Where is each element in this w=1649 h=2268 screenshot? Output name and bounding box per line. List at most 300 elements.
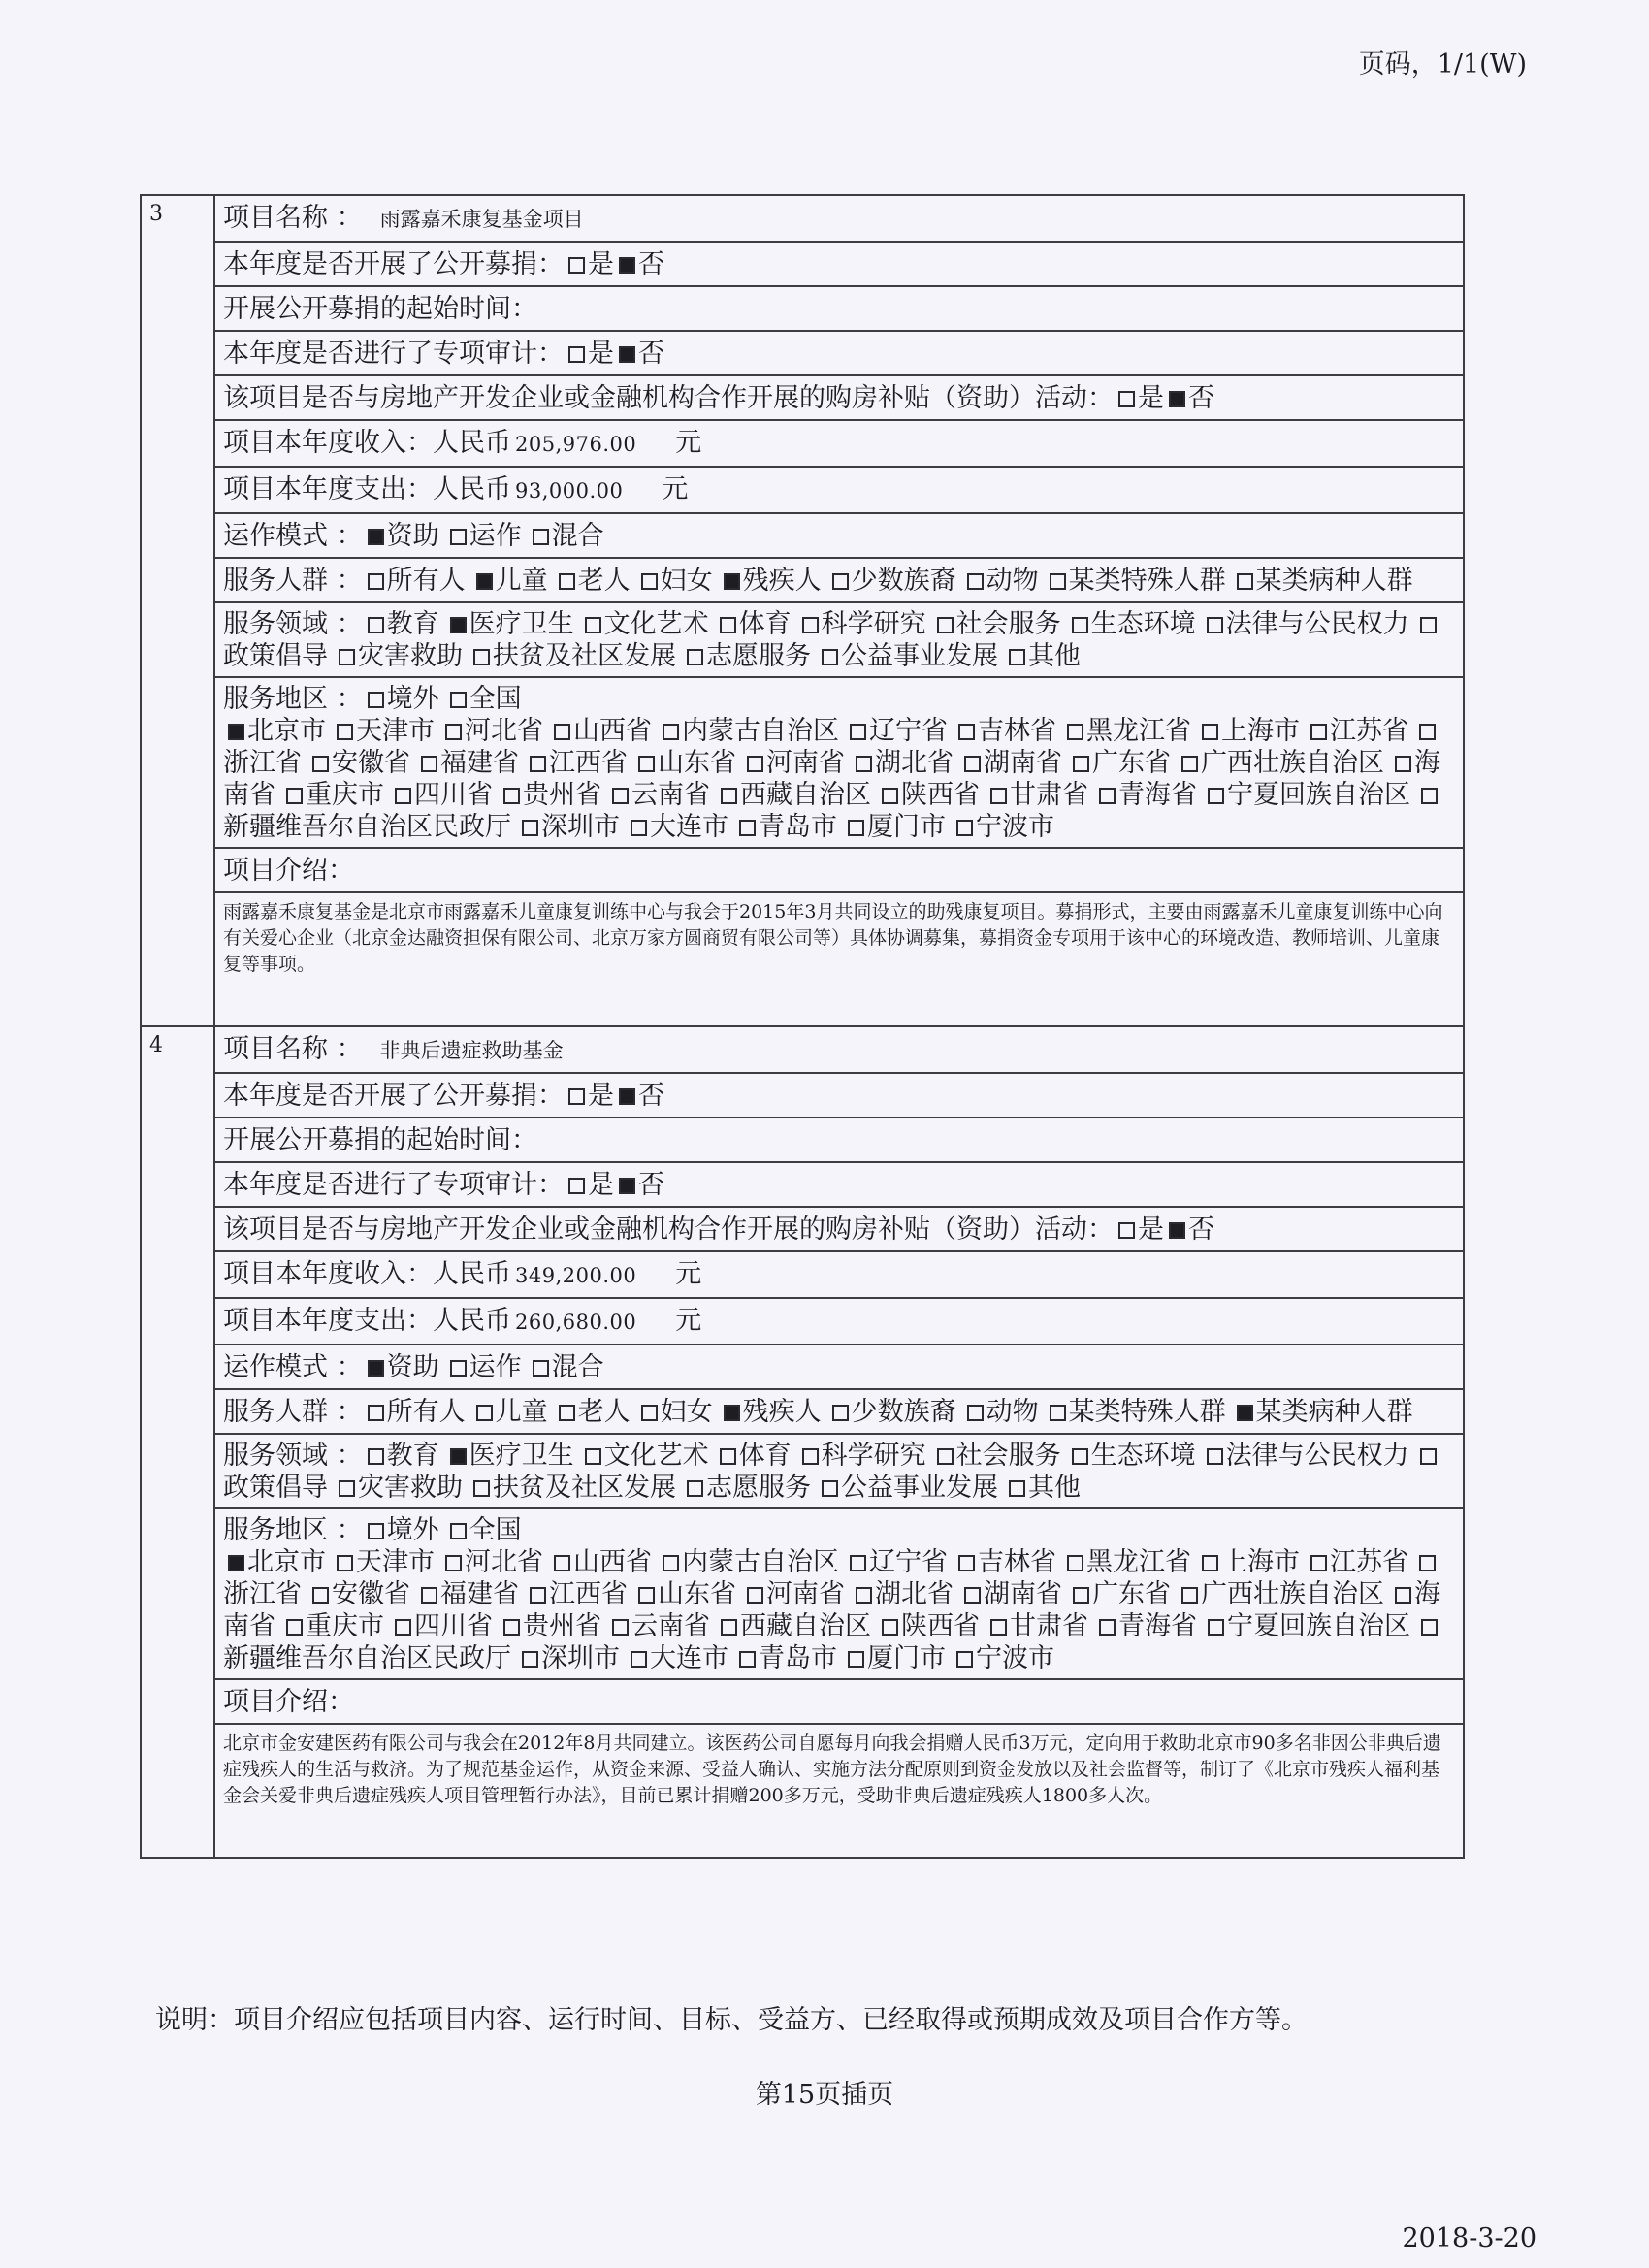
service-group-row [141, 558, 1464, 602]
service-area-region-option-checkbox[interactable] [856, 1587, 872, 1604]
service-area-region-option-label: 重庆市 [306, 1611, 384, 1641]
income-cell [214, 1251, 1464, 1298]
income-row [141, 420, 1464, 467]
service-field-option-checkbox[interactable] [802, 1448, 819, 1465]
public-fundraising-yes-label: 是 [588, 249, 614, 279]
service-group-option [554, 566, 630, 596]
service-group-option-label: 某类病种人群 [1255, 1397, 1413, 1427]
fundraising-start-row [141, 1118, 1464, 1162]
service-area-region-option [633, 748, 736, 778]
service-group-option [719, 1397, 822, 1427]
service-group-option-checkbox[interactable] [967, 1405, 984, 1421]
service-area-region-option-label: 陕西省 [901, 1611, 980, 1641]
service-area-region-option-checkbox[interactable] [964, 756, 981, 772]
service-area-region-option-checkbox[interactable] [848, 820, 864, 836]
service-area-region-option-label: 吉林省 [978, 716, 1056, 746]
service-group-option-checkbox[interactable] [1050, 573, 1066, 590]
public-fundraising-row [141, 1073, 1464, 1118]
service-area-region-option-checkbox[interactable] [312, 756, 329, 772]
service-field-option-checkbox[interactable] [1072, 617, 1088, 633]
service-area-region-option-checked-checkbox[interactable] [228, 724, 244, 740]
service-group-cell [214, 1389, 1464, 1434]
special-audit-yes-label: 是 [588, 339, 614, 369]
special-audit-label: 本年度是否进行了专项审计： [223, 1170, 564, 1200]
service-area-region-option-checkbox[interactable] [522, 820, 538, 836]
service-area-region-option-checkbox[interactable] [882, 788, 898, 804]
project-form-table [140, 194, 1465, 1859]
service-group-option-checkbox[interactable] [1050, 1405, 1066, 1421]
service-field-option [1202, 609, 1409, 639]
service-group-option-checked-checkbox[interactable] [724, 573, 740, 590]
service-area-region-option-checkbox[interactable] [554, 724, 570, 740]
service-area-scope-option-checkbox[interactable] [450, 692, 467, 708]
project-name-label: 项目名称 ： [223, 203, 363, 233]
service-area-region-option-checkbox[interactable] [1310, 724, 1327, 740]
service-area-region-option [1177, 1579, 1384, 1609]
special-audit-cell [214, 1162, 1464, 1207]
public-fundraising-no-checked-checkbox[interactable] [619, 257, 635, 274]
operation-mode-option-label: 运作 [469, 521, 522, 551]
operation-mode-option-label: 混合 [551, 1352, 604, 1382]
service-group-option-checkbox[interactable] [832, 1405, 849, 1421]
service-area-region-option [1068, 748, 1171, 778]
service-field-option-checkbox[interactable] [1207, 617, 1223, 633]
service-area-region-option-checkbox[interactable] [1073, 756, 1089, 772]
service-area-region-option-checkbox[interactable] [1208, 788, 1224, 804]
service-area-region-option-checkbox[interactable] [721, 1619, 737, 1636]
service-area-region-option-checkbox[interactable] [530, 1587, 546, 1604]
service-area-region-option-label: 厦门市 [867, 1643, 946, 1673]
housing-subsidy-no-label: 否 [1188, 1215, 1214, 1245]
expense-row [141, 1298, 1464, 1345]
intro-title-cell [214, 848, 1464, 892]
housing-subsidy-no-checked-checkbox[interactable] [1169, 1222, 1185, 1239]
service-field-option-checkbox[interactable] [585, 1448, 601, 1465]
operation-mode-option-checkbox[interactable] [533, 529, 549, 545]
service-area-region-option [742, 748, 845, 778]
public-fundraising-no-label: 否 [638, 1081, 664, 1111]
service-area-region-option-label: 湖南省 [984, 1579, 1062, 1609]
operation-mode-option-checkbox[interactable] [450, 1360, 467, 1377]
service-area-region-option-checkbox[interactable] [503, 1619, 520, 1636]
service-area-region-option-checkbox[interactable] [522, 1651, 538, 1668]
service-field-option-checked-checkbox[interactable] [450, 617, 467, 633]
service-area-region-option-checkbox[interactable] [395, 788, 411, 804]
fundraising-start-cell [214, 286, 1464, 331]
service-area-region-option-checkbox[interactable] [990, 788, 1007, 804]
service-field-option-checkbox[interactable] [937, 617, 954, 633]
service-field-option-checkbox[interactable] [1009, 1480, 1025, 1497]
service-area-region-option-checkbox[interactable] [1181, 756, 1198, 772]
service-area-region-option-checkbox[interactable] [421, 1587, 437, 1604]
service-area-region-option-label: 青岛市 [759, 812, 837, 842]
service-area-region-option-label: 河北省 [465, 716, 543, 746]
service-field-option [1004, 641, 1081, 671]
service-field-label: 服务领域 ： [223, 1441, 363, 1471]
operation-mode-label: 运作模式 ： [223, 521, 363, 551]
service-area-region-option-label: 黑龙江省 [1086, 1547, 1191, 1577]
footer-note: 说明：项目介绍应包括项目内容、运行时间、目标、受益方、已经取得或预期成效及项目合作方等。 [155, 2005, 1308, 2035]
service-area-region-option-checkbox[interactable] [848, 1651, 864, 1668]
service-area-region-option-checkbox[interactable] [1395, 756, 1411, 772]
service-field-option-label: 灾害救助 [358, 641, 463, 671]
service-area-region-option-label: 四川省 [414, 780, 493, 810]
service-field-option-checkbox[interactable] [937, 1448, 954, 1465]
service-field-option-label: 法律与公民权力 [1225, 1441, 1409, 1471]
service-area-region-option-checkbox[interactable] [958, 1555, 975, 1571]
service-group-option [363, 1397, 466, 1427]
service-area-region-option-checkbox[interactable] [663, 724, 679, 740]
service-area-region-option [843, 1643, 946, 1673]
service-field-option-checkbox[interactable] [368, 617, 384, 633]
service-group-option-label: 动物 [986, 566, 1039, 596]
service-area-region-option-label: 云南省 [631, 780, 710, 810]
service-area-region-option-label: 青海省 [1118, 1611, 1197, 1641]
service-field-option-checkbox[interactable] [687, 1480, 703, 1497]
expense-label: 项目本年度支出：人民币 [223, 1306, 511, 1336]
service-area-region-option-label: 宁波市 [976, 812, 1054, 842]
service-group-option-checkbox[interactable] [641, 1405, 658, 1421]
housing-subsidy-cell [214, 1207, 1464, 1251]
housing-subsidy-yes-label: 是 [1138, 383, 1164, 413]
service-area-region-option-checkbox[interactable] [739, 820, 756, 836]
public-fundraising-cell [214, 242, 1464, 286]
service-area-region-option-checkbox[interactable] [1099, 788, 1116, 804]
service-area-scope-option-label: 境外 [386, 1515, 439, 1545]
service-area-scope-option-checkbox[interactable] [368, 692, 384, 708]
operation-mode-option-checked-checkbox[interactable] [368, 1360, 384, 1377]
project-name-label: 项目名称 ： [223, 1034, 363, 1064]
service-field-option-checkbox[interactable] [1072, 1448, 1088, 1465]
service-area-region-option-label: 广东省 [1092, 748, 1171, 778]
service-area-region-option-checkbox[interactable] [1208, 1619, 1224, 1636]
service-group-option-label: 某类特殊人群 [1068, 1397, 1226, 1427]
service-area-region-option-checkbox[interactable] [612, 788, 629, 804]
service-area-region-option [1068, 1579, 1171, 1609]
service-field-option-checked-checkbox[interactable] [450, 1448, 467, 1465]
service-area-region-option-checkbox[interactable] [721, 788, 737, 804]
page-number: 页码，1/1(W) [1358, 49, 1527, 80]
service-group-option-label: 妇女 [660, 1397, 713, 1427]
service-area-cell [214, 677, 1464, 848]
expense-cell [214, 467, 1464, 513]
operation-mode-option [363, 521, 439, 551]
service-field-option-checkbox[interactable] [1420, 1448, 1437, 1465]
service-area-region-option [390, 1611, 493, 1641]
service-area-region-option-checkbox[interactable] [421, 756, 437, 772]
service-area-region-option-checkbox[interactable] [1181, 1587, 1198, 1604]
service-field-option-checkbox[interactable] [822, 1480, 838, 1497]
service-field-option-label: 文化艺术 [603, 1441, 709, 1471]
service-field-option-checkbox[interactable] [822, 649, 838, 665]
public-fundraising-yes-checkbox[interactable] [568, 257, 585, 274]
service-field-option-label: 生态环境 [1090, 609, 1196, 639]
service-area-region-option [1197, 716, 1300, 746]
service-area-region-option-label: 北京市 [247, 1547, 326, 1577]
service-area-region-option-checkbox[interactable] [1067, 724, 1083, 740]
service-area-region-option-checkbox[interactable] [337, 1555, 353, 1571]
public-fundraising-yes-checkbox[interactable] [568, 1088, 585, 1105]
service-area-region-option-checkbox[interactable] [638, 1587, 655, 1604]
service-group-option [554, 1397, 630, 1427]
service-area-region-option-checkbox[interactable] [312, 1587, 329, 1604]
service-area-region-option-checkbox[interactable] [612, 1619, 629, 1636]
service-area-region-option-checkbox[interactable] [503, 788, 520, 804]
service-area-region-option [1177, 748, 1384, 778]
special-audit-yes-checkbox[interactable] [568, 346, 585, 363]
service-group-option-label: 某类特殊人群 [1068, 566, 1226, 596]
service-group-option-checkbox[interactable] [967, 573, 984, 590]
service-area-region-option-label: 上海市 [1221, 1547, 1300, 1577]
public-fundraising-yes-label: 是 [588, 1081, 614, 1111]
service-area-region-option-checkbox[interactable] [1419, 1555, 1436, 1571]
service-area-region-option-label: 青岛市 [759, 1643, 837, 1673]
service-group-option-checkbox[interactable] [1237, 573, 1253, 590]
service-field-option [445, 609, 574, 639]
service-area-region-option-checkbox[interactable] [1421, 788, 1438, 804]
service-group-option-label: 老人 [577, 566, 630, 596]
service-field-option-checkbox[interactable] [473, 649, 490, 665]
service-area-region-option-checkbox[interactable] [630, 820, 647, 836]
service-area-region-option [877, 1611, 980, 1641]
service-field-option-label: 科学研究 [821, 609, 926, 639]
service-area-region-option [1062, 1547, 1191, 1577]
public-fundraising-no-checked-checkbox[interactable] [619, 1088, 635, 1105]
service-area-region-option-checkbox[interactable] [1395, 1587, 1411, 1604]
service-field-option [469, 641, 676, 671]
service-area-region-option-checkbox[interactable] [956, 820, 973, 836]
service-area-region-option-checkbox[interactable] [1202, 724, 1218, 740]
public-fundraising-cell [214, 1073, 1464, 1118]
service-area-region-option [986, 1611, 1088, 1641]
service-group-option-checked-checkbox[interactable] [724, 1405, 740, 1421]
intro-label: 项目介绍： [223, 856, 354, 886]
housing-subsidy-no-checked-checkbox[interactable] [1169, 391, 1185, 407]
service-field-option-label: 社会服务 [955, 609, 1061, 639]
service-area-region-option [332, 1547, 435, 1577]
service-area-region-option-checkbox[interactable] [1073, 1587, 1089, 1604]
service-area-region-option [525, 1579, 628, 1609]
income-value: 205,976.00 [515, 433, 637, 456]
service-area-region-option-checkbox[interactable] [850, 724, 866, 740]
service-area-region-option-label: 山东省 [658, 748, 736, 778]
service-area-region-option-checkbox[interactable] [1202, 1555, 1218, 1571]
service-area-region-option-label: 西藏自治区 [740, 780, 871, 810]
service-field-option-label: 体育 [738, 1441, 792, 1471]
operation-mode-option-label: 混合 [551, 521, 604, 551]
service-area-region-option [440, 716, 543, 746]
service-area-region-option-label: 天津市 [356, 1547, 435, 1577]
service-area-region-option-checkbox[interactable] [530, 756, 546, 772]
service-field-option-label: 政策倡导 [223, 641, 328, 671]
service-area-region-option-checkbox[interactable] [663, 1555, 679, 1571]
service-field-option-checkbox[interactable] [720, 1448, 736, 1465]
public-fundraising-row [141, 242, 1464, 286]
service-area-region-option-checkbox[interactable] [747, 1587, 763, 1604]
service-area-scope-option-checkbox[interactable] [450, 1523, 467, 1539]
service-area-region-option [517, 812, 620, 842]
service-area-region-option-label: 甘肃省 [1010, 1611, 1088, 1641]
housing-subsidy-yes-checkbox[interactable] [1118, 391, 1135, 407]
service-area-region-option [1306, 716, 1408, 746]
service-field-option [1202, 1441, 1409, 1471]
service-area-region-option-label: 宁夏回族自治区 [1227, 1611, 1410, 1641]
service-area-region-option [1094, 780, 1197, 810]
operation-mode-option-checked-checkbox[interactable] [368, 529, 384, 545]
service-area-region-option-checkbox[interactable] [882, 1619, 898, 1636]
service-group-option-checkbox[interactable] [832, 573, 849, 590]
service-group-option [471, 566, 548, 596]
income-label: 项目本年度收入：人民币 [223, 428, 511, 458]
service-area-region-option-checkbox[interactable] [1419, 724, 1436, 740]
service-area-region-option-checkbox[interactable] [964, 1587, 981, 1604]
service-area-region-option-checkbox[interactable] [1421, 1619, 1438, 1636]
service-field-option-label: 科学研究 [821, 1441, 926, 1471]
service-group-option-label: 妇女 [660, 566, 713, 596]
service-field-option [797, 1441, 926, 1471]
service-area-region-option-label: 安徽省 [332, 1579, 410, 1609]
service-area-region-option-checkbox[interactable] [1099, 1619, 1116, 1636]
service-field-option-checkbox[interactable] [802, 617, 819, 633]
housing-subsidy-cell [214, 375, 1464, 420]
service-area-region-option [607, 1611, 710, 1641]
service-area-region-option [1306, 1547, 1408, 1577]
service-area-region-option-checkbox[interactable] [958, 724, 975, 740]
service-field-option-label: 医疗卫生 [469, 609, 574, 639]
service-area-region-option [851, 1579, 954, 1609]
income-cell [214, 420, 1464, 467]
service-field-option-checkbox[interactable] [1207, 1448, 1223, 1465]
service-area-region-option-label: 福建省 [440, 748, 519, 778]
service-field-option-checkbox[interactable] [720, 617, 736, 633]
service-group-option-label: 老人 [577, 1397, 630, 1427]
service-field-option-label: 灾害救助 [358, 1473, 463, 1503]
service-field-option-checkbox[interactable] [339, 649, 355, 665]
special-audit-no-checked-checkbox[interactable] [619, 1178, 635, 1194]
operation-mode-row [141, 1345, 1464, 1389]
service-field-option [334, 641, 463, 671]
service-field-option-checkbox[interactable] [473, 1480, 490, 1497]
service-area-region-option [1203, 1611, 1410, 1641]
service-area-region-option [959, 1579, 1062, 1609]
service-area-region-option-checked-checkbox[interactable] [228, 1555, 244, 1571]
service-field-option-label: 公益事业发展 [841, 641, 998, 671]
service-field-option-checkbox[interactable] [1420, 617, 1437, 633]
service-area-region-option [549, 1547, 652, 1577]
service-area-region-option [952, 812, 1054, 842]
fundraising-start-cell [214, 1118, 1464, 1162]
service-field-option [580, 1441, 709, 1471]
service-group-option-checked-checkbox[interactable] [476, 573, 493, 590]
service-field-option-checkbox[interactable] [1009, 649, 1025, 665]
service-area-region-option-label: 厦门市 [867, 812, 946, 842]
service-group-option-checkbox[interactable] [559, 1405, 575, 1421]
service-group-option [1045, 566, 1226, 596]
service-group-option [636, 566, 713, 596]
operation-mode-option-label: 资助 [386, 1352, 439, 1382]
income-value: 349,200.00 [515, 1264, 637, 1287]
public-fundraising-label: 本年度是否开展了公开募捐： [223, 249, 564, 279]
service-area-region-option-checkbox[interactable] [286, 788, 303, 804]
service-area-region-option-checkbox[interactable] [445, 724, 462, 740]
service-area-region-option-label: 新疆维吾尔自治区民政厅 [223, 812, 511, 842]
service-area-scope-option-checkbox[interactable] [368, 1523, 384, 1539]
income-row [141, 1251, 1464, 1298]
special-audit-no-checked-checkbox[interactable] [619, 346, 635, 363]
service-field-option [1004, 1473, 1081, 1503]
operation-mode-option-checkbox[interactable] [533, 1360, 549, 1377]
service-area-region-option-checkbox[interactable] [337, 724, 353, 740]
service-group-option-checked-checkbox[interactable] [1237, 1405, 1253, 1421]
service-area-region-option [954, 1547, 1056, 1577]
housing-subsidy-yes-checkbox[interactable] [1118, 1222, 1135, 1239]
service-group-option [1232, 566, 1413, 596]
operation-mode-option [445, 1352, 522, 1382]
service-field-option-checkbox[interactable] [339, 1480, 355, 1497]
service-area-region-option-label: 重庆市 [306, 780, 384, 810]
service-area-region-option-checkbox[interactable] [850, 1555, 866, 1571]
service-area-region-option-checkbox[interactable] [956, 1651, 973, 1668]
service-group-option-checkbox[interactable] [641, 573, 658, 590]
service-area-region-option [1062, 716, 1191, 746]
service-area-region-option-checkbox[interactable] [1310, 1555, 1327, 1571]
service-field-option [682, 641, 811, 671]
service-field-option-checkbox[interactable] [687, 649, 703, 665]
service-field-option-label: 法律与公民权力 [1225, 609, 1409, 639]
service-area-region-option [843, 812, 946, 842]
service-field-option [469, 1473, 676, 1503]
service-area-region-option-checkbox[interactable] [630, 1651, 647, 1668]
special-audit-yes-checkbox[interactable] [568, 1178, 585, 1194]
service-field-option [817, 641, 998, 671]
service-field-option-checkbox[interactable] [585, 617, 601, 633]
service-area-region-option-label: 广西壮族自治区 [1201, 748, 1384, 778]
service-field-option [580, 609, 709, 639]
service-area-region-option [959, 748, 1062, 778]
service-area-cell [214, 1508, 1464, 1679]
service-field-option-label: 其他 [1028, 1473, 1081, 1503]
expense-value: 93,000.00 [515, 479, 624, 502]
service-group-option [363, 566, 466, 596]
service-area-region-option-checkbox[interactable] [395, 1619, 411, 1636]
operation-mode-cell [214, 1345, 1464, 1389]
operation-mode-option-checkbox[interactable] [450, 529, 467, 545]
service-area-region-option-label: 上海市 [1221, 716, 1300, 746]
service-field-option-checkbox[interactable] [368, 1448, 384, 1465]
service-area-scope-option-label: 境外 [386, 684, 439, 714]
service-field-option-label: 社会服务 [955, 1441, 1061, 1471]
service-group-option-checkbox[interactable] [559, 573, 575, 590]
service-area-region-option-checkbox[interactable] [990, 1619, 1007, 1636]
service-group-option-label: 残疾人 [742, 1397, 822, 1427]
service-group-option-checkbox[interactable] [476, 1405, 493, 1421]
service-area-region-option-checkbox[interactable] [554, 1555, 570, 1571]
service-area-region-option [734, 812, 837, 842]
service-area-region-option-label: 大连市 [650, 812, 728, 842]
service-area-region-option-checkbox[interactable] [1067, 1555, 1083, 1571]
service-area-region-option-checkbox[interactable] [747, 756, 763, 772]
service-area-region-option-checkbox[interactable] [445, 1555, 462, 1571]
service-area-region-option-label: 贵州省 [523, 1611, 601, 1641]
service-area-region-option-label: 吉林省 [978, 1547, 1056, 1577]
service-area-region-option-label: 辽宁省 [869, 1547, 948, 1577]
service-area-region-option-checkbox[interactable] [856, 756, 872, 772]
service-area-region-option-checkbox[interactable] [286, 1619, 303, 1636]
service-area-region-option-checkbox[interactable] [638, 756, 655, 772]
service-group-option-checkbox[interactable] [368, 1405, 384, 1421]
service-area-region-option-checkbox[interactable] [739, 1651, 756, 1668]
service-group-option-checkbox[interactable] [368, 573, 384, 590]
